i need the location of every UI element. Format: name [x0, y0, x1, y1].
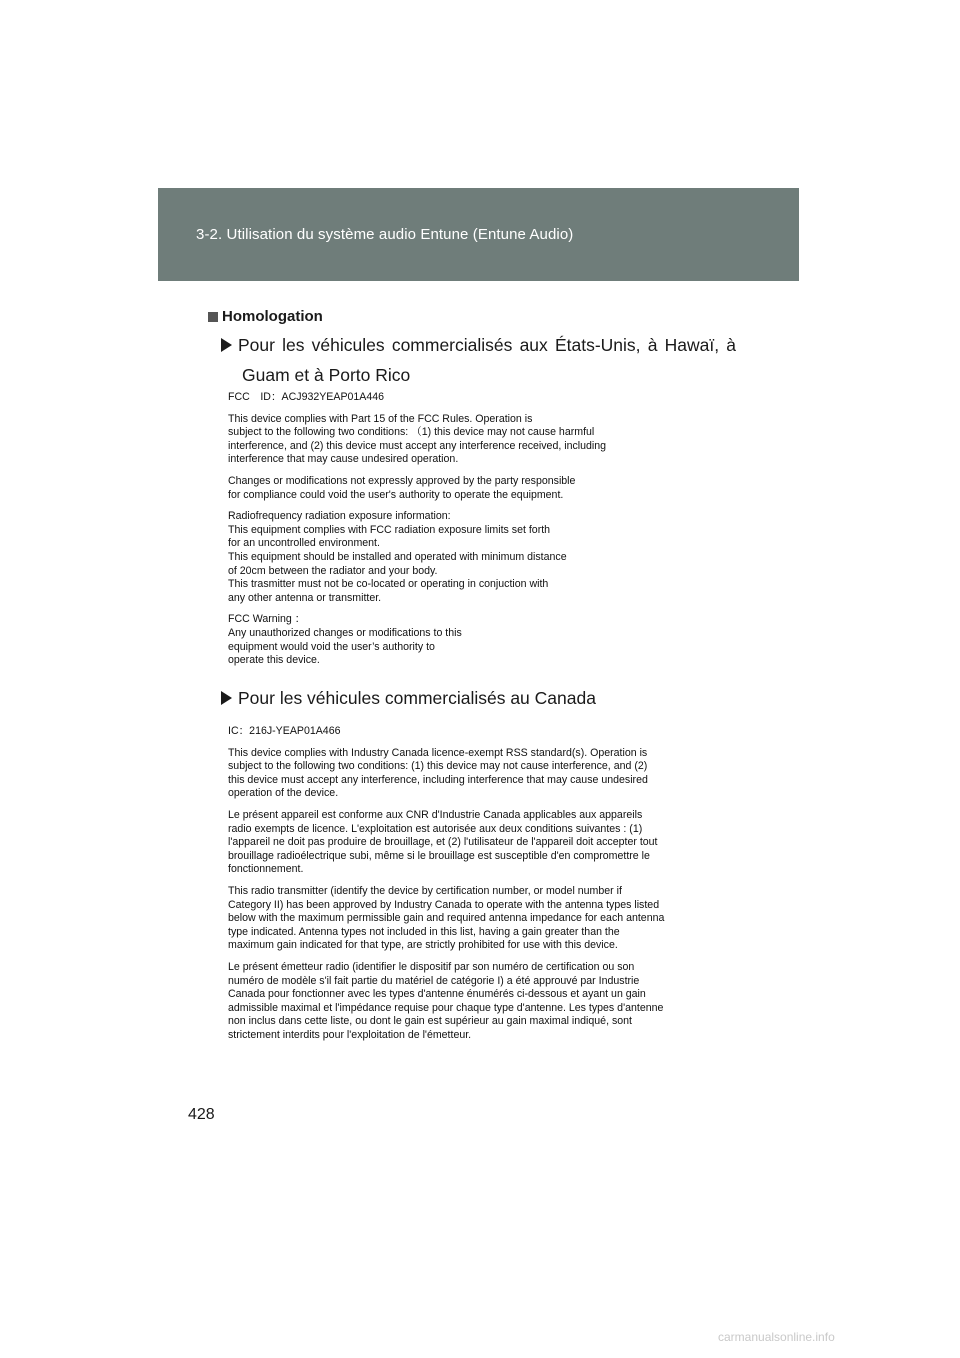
section-heading-text: Homologation [222, 308, 323, 325]
triangle-bullet-icon [221, 691, 232, 705]
page-number: 428 [188, 1106, 215, 1123]
fcc-paragraph-3: Radiofrequency radiation exposure information: This equipment complies with FCC radiation exposure limits set forth for an uncontrolled environment. This equipment should be installed and operated with minimum distance of 20cm between the radiator and your body. This trasmitter must not be co-located or operating in conjuction with any other antenna or transmitter. [228, 510, 567, 604]
canada-subheading-text: Pour les véhicules commercialisés au Canada [238, 688, 596, 708]
ic-notice-block [228, 725, 698, 1050]
chapter-header-band [158, 188, 799, 281]
fcc-paragraph-1: This device complies with Part 15 of the FCC Rules. Operation is subject to the following two conditions: （1) this device may not cause harmful interference, and (2) this device must accept any interference received, including interference that may cause undesired operation. [228, 412, 607, 466]
usa-subheading-line1: Pour les véhicules commercialisés aux États-Unis, à Hawaï, à [238, 335, 736, 355]
fcc-paragraph-2: Changes or modifications not expressly approved by the party responsible for compliance could void the user's authority to operate the equipment. [228, 474, 576, 501]
section-heading [208, 308, 323, 325]
ic-paragraph-1: This device complies with Industry Canada licence-exempt RSS standard(s). Operation is subject to the following two conditions: (1) this device may not cause interference, and (2) this device must accept any interference, including interference that may cause undesired operation of the device. [228, 746, 648, 800]
usa-subheading-line2: Guam et à Porto Rico [242, 365, 411, 385]
fcc-id: FCC ID：ACJ932YEAP01A446 [228, 391, 385, 403]
fcc-notice-block [228, 391, 698, 676]
square-bullet-icon [208, 312, 218, 322]
chapter-title: 3-2. Utilisation du système audio Entune (Entune Audio) [196, 226, 574, 243]
ic-paragraph-3: This radio transmitter (identify the device by certification number, or model number if Category II) has been approved by Industry Canada to operate with the antenna types listed below with the maximum permissible gain and required antenna impedance for each antenna type indicated. Antenna types not included in this list, having a gain greater than the maximum gain indicated for that type, are strictly prohibited for use with this device. [228, 884, 665, 952]
ic-paragraph-2: Le présent appareil est conforme aux CNR d'Industrie Canada applicables aux appareils radio exempts de licence. L'exploitation est autorisée aux deux conditions suivantes : (1) l'appareil ne doit pas produire de brouillage, et (2) l'utilisateur de l'appareil doit accepter tout brouillage radioélectrique subi, même si le brouillage est susceptible d'en compromettre le fonctionnement. [228, 808, 658, 876]
canada-subheading [221, 683, 596, 713]
fcc-warning: FCC Warning ： Any unauthorized changes or modifications to this equipment would void the user’s authority to operate this device. [228, 613, 462, 667]
watermark: carmanualsonline.info [718, 1330, 835, 1344]
usa-subheading-line1-wrap [221, 330, 736, 360]
triangle-bullet-icon [221, 338, 232, 352]
usa-subheading [221, 330, 736, 390]
ic-paragraph-4: Le présent émetteur radio (identifier le dispositif par son numéro de certification ou son numéro de modèle s'il fait partie du matériel de catégorie I) a été approuvé par Industrie Canada pour fonctionner avec les types d'antenne énumérés ci-dessous et ayant un gain admissible maximal et l'impédance requise pour chaque type d'antenne. Les types d'antenne non inclus dans cette liste, ou dont le gain est supérieur au gain maximal indiqué, sont strictement interdits pour l'exploitation de l'émetteur. [228, 960, 664, 1041]
ic-id: IC：216J-YEAP01A466 [228, 725, 341, 737]
